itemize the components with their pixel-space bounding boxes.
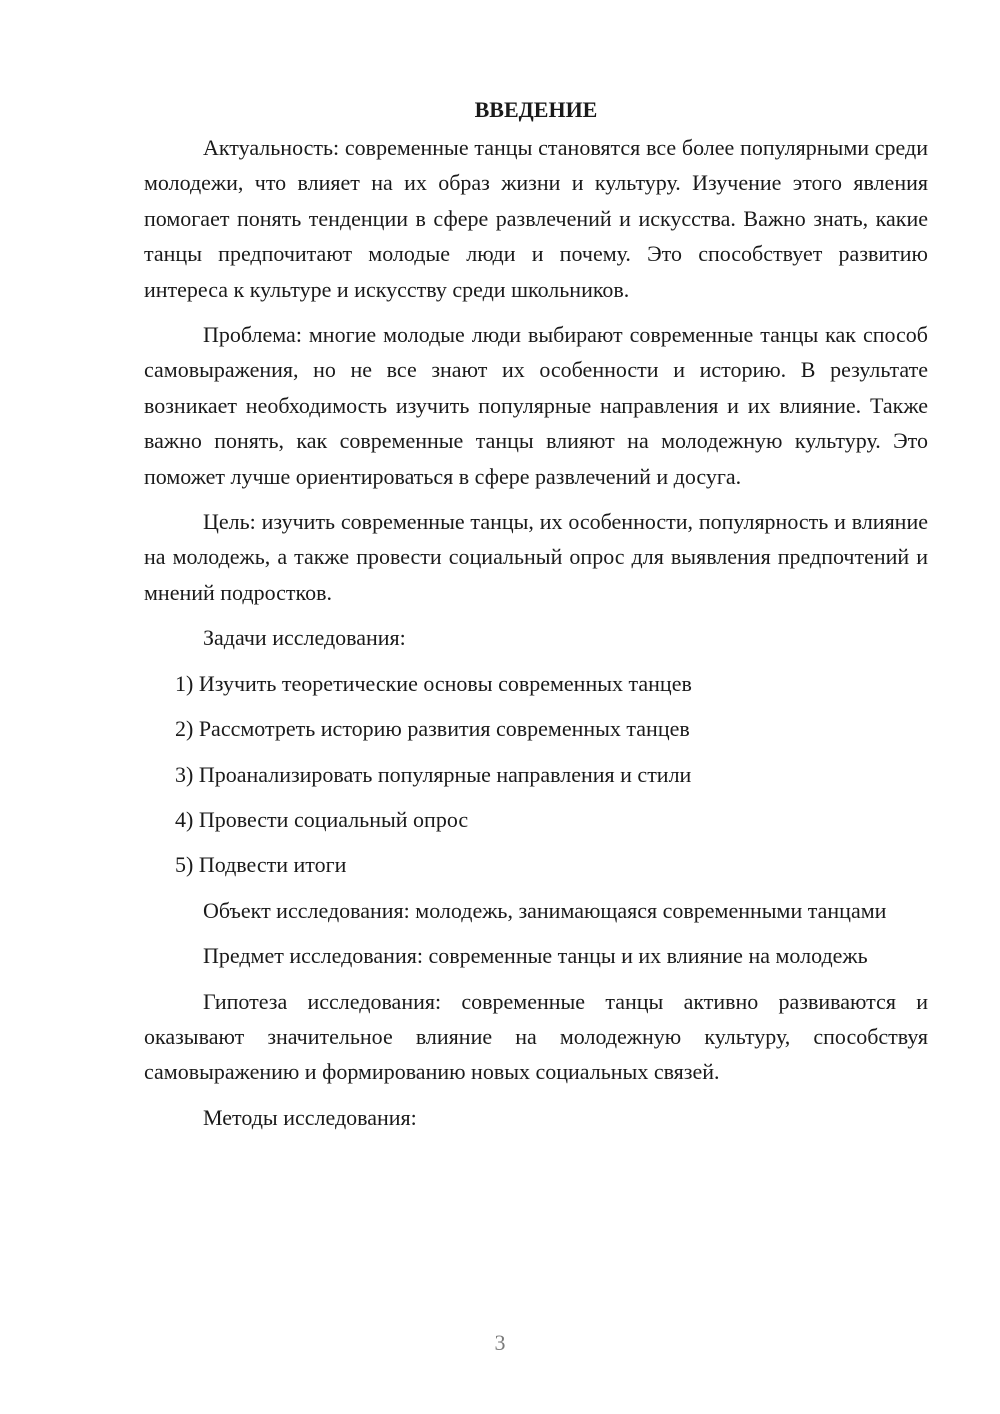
list-item: 1) Изучить теоретические основы современных танцев: [175, 670, 692, 696]
section-title: ВВЕДЕНИЕ: [474, 97, 598, 122]
list-item: 2) Рассмотреть историю развития современных танцев: [175, 716, 690, 742]
relevance-paragraph: Актуальность: современные танцы становятся все более популярными среди молодежи, что влияет на их образ жизни и культуру. Изучение этого явления помогает понять тенденции в сфере развлечений и искусства. Важно знать, какие танцы предпочитают молодые люди и почему. Это способствует развитию интереса к культуре и искусству среди школьников.: [144, 135, 928, 302]
tasks-heading: Задачи исследования:: [203, 625, 406, 651]
list-item: 4) Провести социальный опрос: [175, 806, 469, 832]
list-item: 3) Проанализировать популярные направления и стили: [175, 761, 692, 787]
tasks-list: [144, 666, 928, 883]
document-page: [144, 92, 928, 1145]
page-number: 3: [494, 1330, 506, 1355]
subject-paragraph: Предмет исследования: современные танцы и их влияние на молодежь: [203, 943, 868, 969]
hypothesis-paragraph: Гипотеза исследования: современные танцы активно развиваются и оказывают значительное влияние на молодежную культуру, способствуя самовыражению и формированию новых социальных связей.: [144, 988, 928, 1085]
object-paragraph: Объект исследования: молодежь, занимающаяся современными танцами: [203, 897, 887, 923]
methods-heading: Методы исследования:: [203, 1104, 417, 1130]
goal-paragraph: Цель: изучить современные танцы, их особенности, популярность и влияние на молодежь, а также провести социальный опрос для выявления предпочтений и мнений подростков.: [144, 509, 928, 605]
problem-paragraph: Проблема: многие молодые люди выбирают современные танцы как способ самовыражения, но не все знают их особенности и историю. В результате возникает необходимость изучить популярные направления и их влияние. Также важно понять, как современные танцы влияют на молодежную культуру. Это поможет лучше ориентироваться в сфере развлечений и досуга.: [144, 322, 928, 489]
list-item: 5) Подвести итоги: [175, 852, 347, 878]
